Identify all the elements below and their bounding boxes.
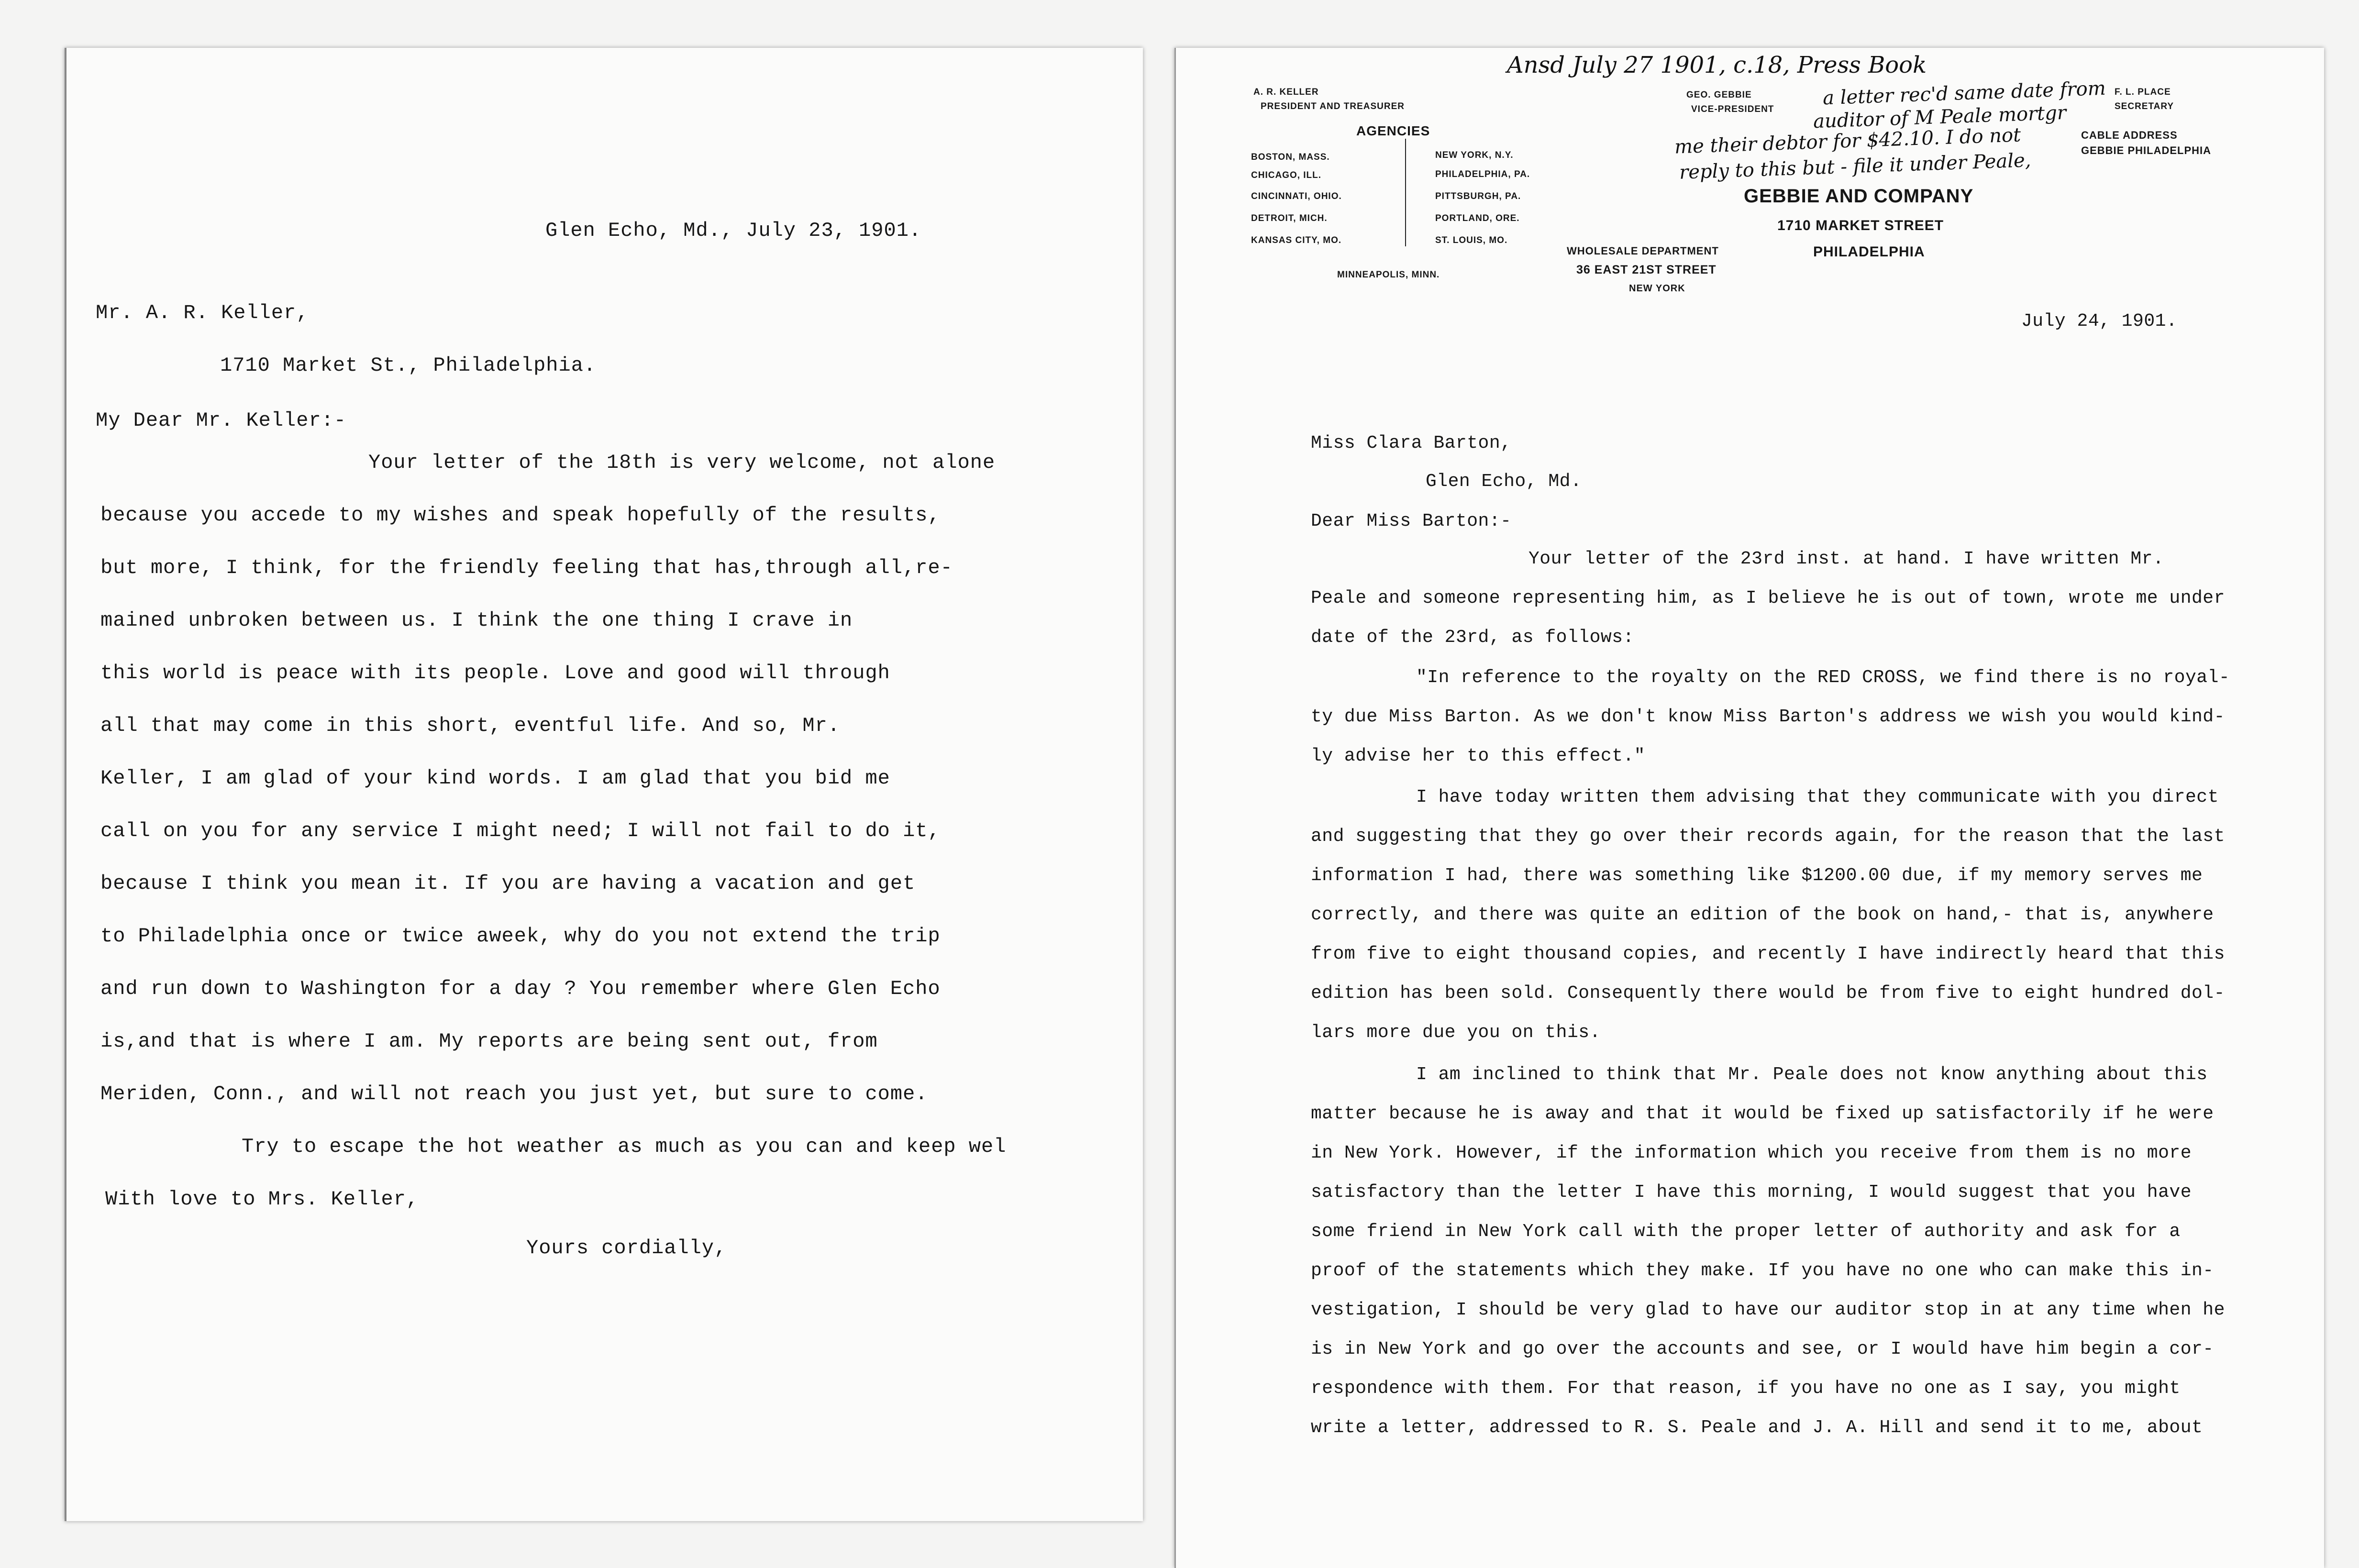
right-body-line: write a letter, addressed to R. S. Peale and J. A. Hill and send it to me, about — [1311, 1417, 2203, 1438]
left-body-line: all that may come in this short, eventful life. And so, Mr. — [100, 714, 841, 737]
agency-item: DETROIT, MICH. — [1251, 213, 1328, 223]
right-body-line: and suggesting that they go over their records again, for the reason that the last — [1311, 826, 2225, 847]
left-body-line: call on you for any service I might need; I will not fail to do it, — [100, 819, 941, 842]
right-body-line: I have today written them advising that they communicate with you direct — [1416, 787, 2219, 807]
right-body-line: Peale and someone representing him, as I believe he is out of town, wrote me under — [1311, 588, 2225, 608]
officer-mid-name: GEO. GEBBIE — [1686, 90, 1752, 100]
right-address-name: Miss Clara Barton, — [1311, 433, 1512, 453]
right-body-line: I am inclined to think that Mr. Peale does not know anything about this — [1416, 1064, 2208, 1085]
company-street: 1710 MARKET STREET — [1777, 218, 1944, 233]
right-body-line: lars more due you on this. — [1311, 1022, 1601, 1043]
agency-item: PITTSBURGH, PA. — [1435, 191, 1521, 201]
left-body-line: Try to escape the hot weather as much as you can and keep wel — [242, 1135, 1007, 1158]
right-address-city: Glen Echo, Md. — [1426, 471, 1582, 492]
left-body-line: Meriden, Conn., and will not reach you just yet, but sure to come. — [100, 1082, 928, 1105]
agency-item: PHILADELPHIA, PA. — [1435, 169, 1530, 179]
officer-left-name: A. R. KELLER — [1253, 87, 1319, 97]
officer-left-title: PRESIDENT AND TREASURER — [1261, 101, 1405, 111]
left-body-line: to Philadelphia once or twice aweek, why do you not extend the trip — [100, 925, 941, 948]
agencies-divider — [1405, 139, 1406, 246]
left-body-line: because you accede to my wishes and speak hopefully of the results, — [100, 504, 941, 527]
agencies-label: AGENCIES — [1356, 123, 1430, 138]
wholesale-address: 36 EAST 21ST STREET — [1576, 263, 1717, 276]
company-name: GEBBIE AND COMPANY — [1744, 186, 1974, 207]
left-dateline: Glen Echo, Md., July 23, 1901. — [545, 219, 922, 242]
officer-mid-title: VICE-PRESIDENT — [1691, 104, 1774, 114]
left-body-line: Keller, I am glad of your kind words. I am glad that you bid me — [100, 767, 890, 790]
agency-item: ST. LOUIS, MO. — [1435, 235, 1508, 245]
right-body-line: date of the 23rd, as follows: — [1311, 627, 1634, 648]
right-body-line: correctly, and there was quite an edition of the book on hand,- that is, anywhere — [1311, 905, 2214, 925]
wholesale-department: WHOLESALE DEPARTMENT — [1567, 245, 1719, 257]
left-body-line: because I think you mean it. If you are having a vacation and get — [100, 872, 916, 895]
handwritten-annotation-line: a letter rec'd same date from — [1822, 77, 2106, 110]
handwritten-annotation-line: me their debtor for $42.10. I do not — [1674, 124, 2021, 158]
right-date: July 24, 1901. — [2021, 311, 2178, 331]
left-body-line: With love to Mrs. Keller, — [105, 1188, 419, 1211]
officer-right-title: SECRETARY — [2115, 101, 2174, 111]
right-body-line: in New York. However, if the information which you receive from them is no more — [1311, 1143, 2192, 1163]
left-body-line: and run down to Washington for a day ? You remember where Glen Echo — [100, 977, 941, 1000]
left-closing: Yours cordially, — [526, 1237, 727, 1259]
agency-item: MINNEAPOLIS, MINN. — [1337, 270, 1440, 280]
right-body-line: vestigation, I should be very glad to have our auditor stop in at any time when he — [1311, 1300, 2225, 1320]
left-address-name: Mr. A. R. Keller, — [96, 301, 309, 324]
left-address-street: 1710 Market St., Philadelphia. — [220, 354, 597, 377]
company-city: PHILADELPHIA — [1813, 244, 1925, 260]
right-body-line: ty due Miss Barton. As we don't know Miss Barton's address we wish you would kind- — [1311, 707, 2225, 727]
right-body-line: information I had, there was something like $1200.00 due, if my memory serves me — [1311, 865, 2203, 886]
officer-right-name: F. L. PLACE — [2115, 87, 2171, 97]
right-body-line: respondence with them. For that reason, if you have no one as I say, you might — [1311, 1378, 2181, 1399]
right-body-line: from five to eight thousand copies, and recently I have indirectly heard that this — [1311, 944, 2225, 964]
cable-value: GEBBIE PHILADELPHIA — [2081, 144, 2212, 156]
agency-item: CINCINNATI, OHIO. — [1251, 191, 1342, 201]
right-body-line: satisfactory than the letter I have this morning, I would suggest that you have — [1311, 1182, 2192, 1203]
right-body-line: ly advise her to this effect." — [1311, 746, 1646, 766]
left-body-line: Your letter of the 18th is very welcome, not alone — [368, 451, 996, 474]
agency-item: KANSAS CITY, MO. — [1251, 235, 1342, 245]
right-body-line: Your letter of the 23rd inst. at hand. I have written Mr. — [1528, 549, 2164, 569]
right-body-line: is in New York and go over the accounts and see, or I would have him begin a cor- — [1311, 1339, 2214, 1359]
handwritten-annotation-line: reply to this but - file it under Peale, — [1679, 149, 2032, 184]
handwritten-annotation-top: Ansd July 27 1901, c.18, Press Book — [1507, 52, 1927, 78]
agency-item: NEW YORK, N.Y. — [1435, 150, 1514, 160]
left-body-line: mained unbroken between us. I think the one thing I crave in — [100, 609, 853, 632]
right-body-line: edition has been sold. Consequently there would be from five to eight hundred dol- — [1311, 983, 2225, 1004]
handwritten-annotation-line: auditor of M Peale mortgr — [1813, 101, 2067, 133]
left-body-line: is,and that is where I am. My reports are being sent out, from — [100, 1030, 878, 1053]
right-body-line: "In reference to the royalty on the RED CROSS, we find there is no royal- — [1416, 667, 2230, 688]
left-body-line: this world is peace with its people. Love and good will through — [100, 662, 890, 685]
agency-item: PORTLAND, ORE. — [1435, 213, 1520, 223]
wholesale-city: NEW YORK — [1629, 283, 1685, 294]
left-body-line: but more, I think, for the friendly feeling that has,through all,re- — [100, 556, 953, 579]
right-body-line: matter because he is away and that it would be fixed up satisfactorily if he were — [1311, 1104, 2214, 1124]
left-salutation: My Dear Mr. Keller:- — [96, 409, 347, 432]
agency-item: BOSTON, MASS. — [1251, 152, 1330, 162]
right-body-line: some friend in New York call with the proper letter of authority and ask for a — [1311, 1221, 2181, 1242]
right-body-line: proof of the statements which they make. If you have no one who can make this in- — [1311, 1260, 2214, 1281]
right-salutation: Dear Miss Barton:- — [1311, 511, 1512, 531]
agency-item: CHICAGO, ILL. — [1251, 170, 1322, 180]
cable-label: CABLE ADDRESS — [2081, 129, 2178, 141]
